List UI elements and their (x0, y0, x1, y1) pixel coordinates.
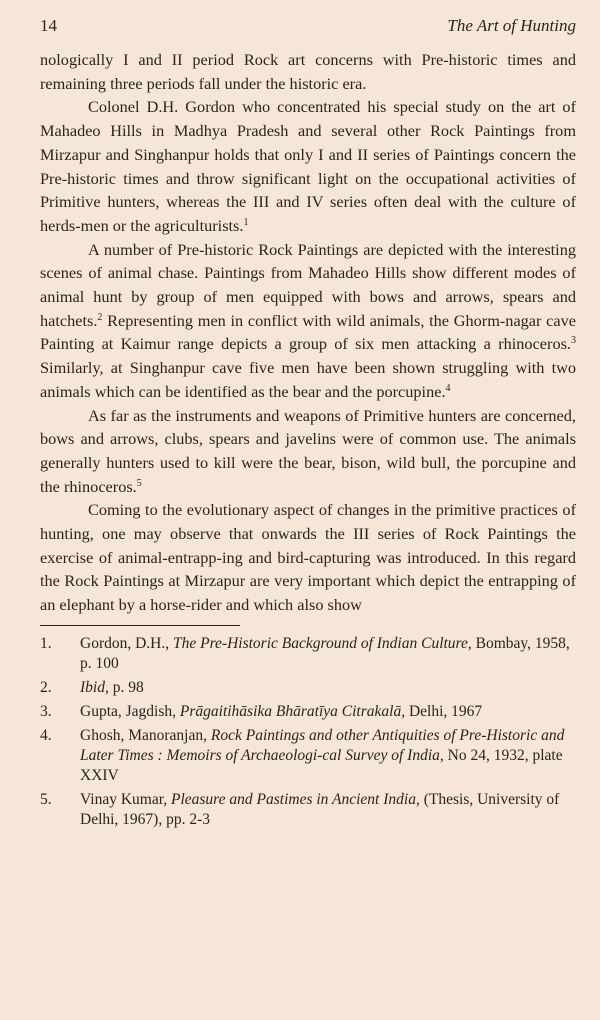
paragraph-2 (40, 95, 576, 237)
footnote-author: Ghosh, Manoranjan, (80, 726, 211, 744)
footnote-title: Rock Paintings and other Antiquities of Pre-Historic and Later Times : Memoirs of Archaeologi-cal Survey of India, (80, 726, 565, 764)
footnote-divider (40, 625, 240, 626)
running-title: The Art of Hunting (447, 16, 576, 35)
paragraph-5 (40, 498, 576, 617)
paragraph-3 (40, 238, 576, 404)
footnote-text (80, 790, 576, 830)
paragraph-4-text: As far as the instruments and weapons of Primitive hunters are concerned, bows and arrows, clubs, spears and javelins were of common use. The animals generally hunters used to kill were the bear, bison, wild bull, the porcupine and the rhinoceros. (40, 405, 576, 496)
footnote-item (40, 726, 576, 786)
footnote-number: 3. (40, 702, 52, 720)
footnote-details: (Thesis, University of Delhi, 1967), pp. 2-3 (80, 790, 560, 828)
footnote-item (40, 678, 576, 698)
footnote-ref-2[interactable]: 2 (97, 311, 103, 323)
body-text (40, 48, 576, 617)
footnote-details: Delhi, 1967 (405, 702, 483, 720)
footnote-text (80, 678, 576, 698)
footnote-ref-3[interactable]: 3 (571, 335, 576, 347)
footnote-author: Vinay Kumar, (80, 790, 171, 808)
paragraph-4 (40, 404, 576, 499)
footnote-ref-1[interactable]: 1 (243, 216, 249, 228)
footnote-text (80, 702, 576, 722)
footnote-item (40, 702, 576, 722)
page-header (40, 14, 576, 48)
footnote-details: p. 98 (108, 678, 144, 696)
footnote-title: Ibid, (80, 678, 109, 696)
footnotes (40, 634, 576, 830)
footnote-title: Pleasure and Pastimes in Ancient India, (171, 790, 420, 808)
footnote-item (40, 790, 576, 830)
paragraph-5-text: Coming to the evolutionary aspect of changes in the primitive practices of hunting, one may observe that onwards the III series of Rock Paintings the exercise of animal-entrapp-ing and bird-capturing was introduced. In this regard the Rock Paintings at Mirzapur are very important which depict the entrapping of an elephant by a horse-rider and which also show (40, 500, 576, 615)
footnote-number: 5. (40, 790, 52, 808)
footnote-details: No 24, 1932, plate XXIV (80, 746, 563, 784)
footnote-number: 4. (40, 726, 52, 744)
paragraph-1-text: nologically I and II period Rock art concerns with Pre-historic times and remaining three periods fall under the historic era. (40, 50, 576, 93)
paragraph-3-text-c: Similarly, at Singhanpur cave five men have been shown struggling with two animals which can be identified as the bear and the porcupine. (40, 358, 576, 401)
page-number: 14 (40, 16, 57, 35)
paragraph-3-text-b: Representing men in conflict with wild animals, the Ghorm-nagar cave Painting at Kaimur range depicts a group of six men attacking a rhinoceros. (40, 310, 576, 354)
footnote-item (40, 634, 576, 674)
footnote-author: Gordon, D.H., (80, 634, 173, 652)
footnote-title: The Pre-Historic Background of Indian Culture, (173, 634, 472, 652)
footnote-author: Gupta, Jagdish, (80, 702, 180, 720)
paragraph-1 (40, 48, 576, 95)
footnote-number: 2. (40, 678, 52, 696)
footnote-text (80, 634, 576, 674)
footnote-text (80, 726, 576, 786)
book-page (40, 14, 576, 1004)
footnote-number: 1. (40, 634, 52, 652)
footnote-title: Prāgaitihāsika Bhāratīya Citrakalā, (179, 702, 406, 720)
footnote-ref-4[interactable]: 4 (445, 382, 451, 394)
footnote-ref-5[interactable]: 5 (136, 477, 142, 489)
paragraph-2-text: Colonel D.H. Gordon who concentrated his special study on the art of Mahadeo Hills in Madhya Pradesh and several other Rock Paintings from Mirzapur and Singhanpur holds that only I and II series of Paintings concern the Pre-historic times and throw significant light on the occupational activities of Primitive hunters, whereas the III and IV series often deal with the culture of herds-men or the agriculturists. (40, 97, 576, 235)
footnote-details: Bombay, 1958, p. 100 (80, 634, 570, 672)
paragraph-3-text-a: A number of Pre-historic Rock Paintings are depicted with the interesting scenes of animal chase. Paintings from Mahadeo Hills show different modes of animal hunt by group of men equipped with bows and arrows, spears and hatchets. (40, 239, 576, 330)
